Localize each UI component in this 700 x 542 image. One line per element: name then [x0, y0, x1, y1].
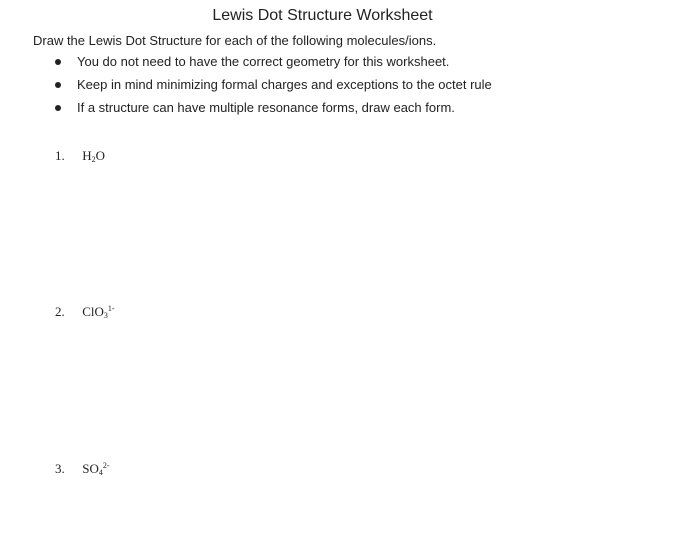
question-formula: ClO$_3^{1-}$	[82, 304, 115, 320]
bullet-item	[55, 100, 492, 123]
question-3	[55, 461, 110, 477]
instructions: Draw the Lewis Dot Structure for each of the following molecules/ions.	[33, 33, 437, 48]
bullet-icon	[55, 82, 61, 88]
question-formula: $H_2O$	[82, 148, 106, 164]
question-2	[55, 304, 115, 320]
bullet-item	[55, 54, 492, 77]
bullet-text: If a structure can have multiple resonance forms, draw each form.	[77, 100, 455, 115]
question-number: 2.	[55, 304, 65, 319]
bullet-icon	[55, 59, 61, 65]
question-number: 1.	[55, 148, 65, 163]
question-formula: $SO_4^{2-}$	[82, 461, 110, 477]
worksheet-title: Lewis Dot Structure Worksheet	[212, 7, 433, 24]
bullet-icon	[55, 105, 61, 111]
instruction-bullets	[55, 54, 492, 123]
question-1	[55, 148, 105, 164]
question-number: 3.	[55, 461, 65, 476]
bullet-item	[55, 77, 492, 100]
bullet-text: You do not need to have the correct geometry for this worksheet.	[77, 54, 450, 69]
bullet-text: Keep in mind minimizing formal charges and exceptions to the octet rule	[77, 77, 492, 92]
